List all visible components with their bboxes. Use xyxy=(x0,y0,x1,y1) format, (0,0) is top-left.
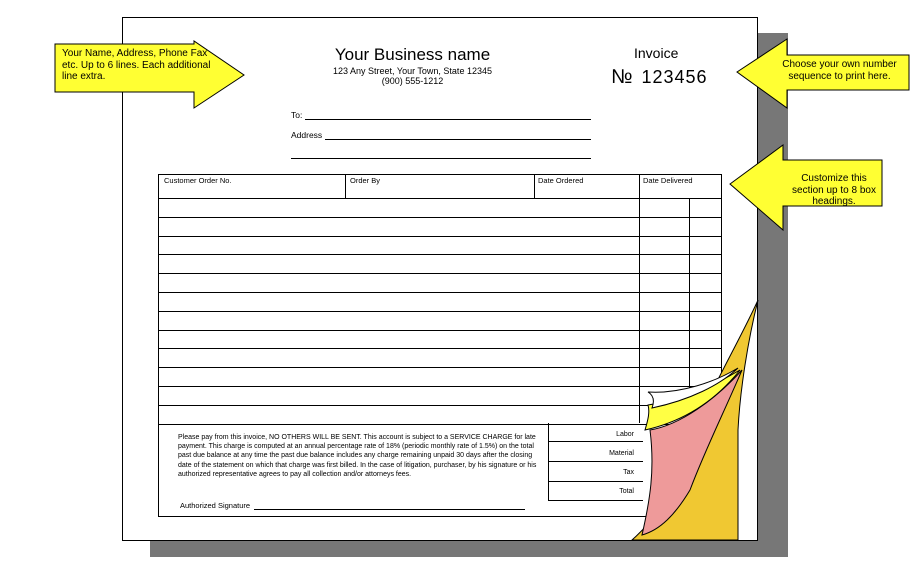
to-label: To: xyxy=(291,110,303,120)
table-row-rule xyxy=(158,292,722,293)
material-label: Material xyxy=(609,450,634,457)
table-row-rule xyxy=(158,217,722,218)
address-line-2[interactable] xyxy=(291,150,591,159)
payment-terms: Please pay from this invoice, NO OTHERS WILL BE SENT. This account is subject to a SERVICE CHARGE for late payment. This charge is computed at an annual percentage rate of 18% (periodic monthly rate of 1.5%) on the total past due balance at any time the past due balance includes any charge remaining unpaid 30 days after the closing date of the statement on which that charge was first billed. In the case of litigation, purchaser, by his signature or his authorized representative agrees to pay all collection and/or attorneys fees. xyxy=(178,434,537,478)
invoice-title: Invoice xyxy=(634,45,679,61)
invoice-number-value: 123456 xyxy=(641,67,708,87)
to-line xyxy=(305,111,591,120)
total-label: Total xyxy=(619,488,634,495)
totals-divider xyxy=(548,423,549,501)
invoice-number xyxy=(611,66,708,89)
header-divider-2 xyxy=(534,174,535,198)
page-curl-graphic xyxy=(620,300,770,545)
business-address: 123 Any Street, Your Town, State 12345 xyxy=(333,66,492,76)
labor-label: Labor xyxy=(616,431,634,438)
header-order-by: Order By xyxy=(350,176,381,185)
header-divider-1 xyxy=(345,174,346,198)
table-row-rule xyxy=(158,273,722,274)
signature-line xyxy=(254,501,525,510)
business-phone: (900) 555-1212 xyxy=(381,76,444,86)
callout-box-headings: Customize this section up to 8 box headings. xyxy=(792,173,876,207)
address-field[interactable] xyxy=(291,130,591,140)
number-symbol: № xyxy=(611,66,634,88)
signature-label: Authorized Signature xyxy=(180,501,251,510)
table-row-rule xyxy=(158,254,722,255)
header-date-ordered: Date Ordered xyxy=(538,176,584,185)
callout-number-sequence: Choose your own number sequence to print here. xyxy=(782,59,897,82)
business-name: Your Business name xyxy=(334,45,491,64)
table-row-rule xyxy=(158,236,722,237)
callout-name-address: Your Name, Address, Phone Fax etc. Up to 6 lines. Each additional line extra. xyxy=(62,48,211,82)
to-field[interactable] xyxy=(291,110,591,120)
address-line-2-rule xyxy=(291,150,591,159)
authorized-signature[interactable] xyxy=(180,501,525,510)
table-row-rule xyxy=(158,198,722,199)
header-customer-order-no: Customer Order No. xyxy=(164,176,232,185)
tax-label: Tax xyxy=(623,469,634,476)
header-date-delivered: Date Delivered xyxy=(643,176,693,185)
address-label: Address xyxy=(291,130,323,140)
address-line xyxy=(325,131,591,140)
